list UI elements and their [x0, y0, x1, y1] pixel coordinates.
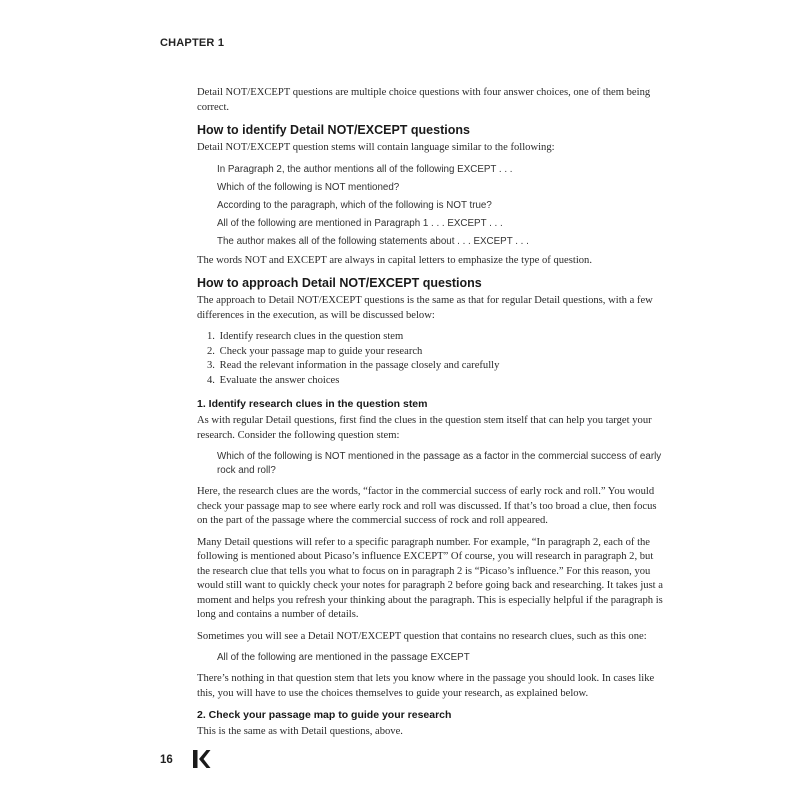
step1-heading: 1. Identify research clues in the question stem — [197, 398, 428, 410]
step-item: 4. Evaluate the answer choices — [207, 374, 340, 386]
step1-paragraph: There’s nothing in that question stem that lets you know where in the passage you should look. In cases like this, you will have to use the choices themselves to guide your research, as explained below. — [197, 673, 655, 699]
step-item: 1. Identify research clues in the question stem — [207, 331, 404, 342]
steps-list — [207, 330, 667, 388]
example-stem: Which of the following is NOT mentioned? — [217, 181, 400, 193]
example-stem: According to the paragraph, which of the following is NOT true? — [217, 199, 492, 211]
example-stem: In Paragraph 2, the author mentions all of the following EXCEPT . . . — [217, 163, 513, 175]
example-question-quote: All of the following are mentioned in the passage EXCEPT — [217, 652, 470, 663]
step1-paragraph: Many Detail questions will refer to a specific paragraph number. For example, “In paragraph 2, each of the following is mentioned about Picaso’s influence EXCEPT” Of course, you will research in paragraph 2, but the research clue that tells you what to focus on in paragraph 2 is “Picaso’s influence.” For this reason, you would still want to quickly check your notes for paragraph 2 before going back and researching. It takes just a moment and helps you refresh your thinking about the paragraph. This is especially helpful if the paragraph is long and contains a number of details. — [197, 536, 663, 620]
page-body — [197, 86, 667, 747]
section-heading-identify: How to identify Detail NOT/EXCEPT questions — [197, 123, 470, 137]
step-item: 3. Read the relevant information in the passage closely and carefully — [207, 360, 500, 371]
example-question-quote: Which of the following is NOT mentioned in the passage as a factor in the commercial success of early rock and roll? — [217, 451, 662, 476]
step1-paragraph: Sometimes you will see a Detail NOT/EXCEPT question that contains no research clues, such as this one: — [197, 630, 647, 642]
example-stems-list — [217, 163, 667, 248]
step1-paragraph: As with regular Detail questions, first find the clues in the question stem itself that can help you target your research. Consider the following question stem: — [197, 415, 652, 441]
example-stem: All of the following are mentioned in Paragraph 1 . . . EXCEPT . . . — [217, 217, 503, 229]
section-heading-approach: How to approach Detail NOT/EXCEPT questions — [197, 276, 482, 290]
section2-lead: The approach to Detail NOT/EXCEPT questions is the same as that for regular Detail questions, with a few differences in the execution, as will be discussed below: — [197, 295, 653, 321]
chapter-label: CHAPTER 1 — [160, 37, 225, 49]
section1-lead: Detail NOT/EXCEPT question stems will contain language similar to the following: — [197, 142, 555, 153]
section1-note: The words NOT and EXCEPT are always in capital letters to emphasize the type of question. — [197, 254, 593, 266]
step1-paragraph: Here, the research clues are the words, “factor in the commercial success of early rock and roll.” You would check your passage map to see where early rock and roll was discussed. If that’s too broad a clue, then focus on the part of the passage where the commercial success of rock and roll appeared. — [197, 486, 657, 526]
step2-paragraph: This is the same as with Detail questions, above. — [197, 726, 403, 737]
example-stem: The author makes all of the following statements about . . . EXCEPT . . . — [217, 235, 529, 247]
kaplan-k-logo-icon — [191, 749, 211, 769]
intro-paragraph: Detail NOT/EXCEPT questions are multiple choice questions with four answer choices, one of them being correct. — [197, 87, 651, 113]
step2-heading: 2. Check your passage map to guide your research — [197, 709, 452, 721]
step-item: 2. Check your passage map to guide your research — [207, 345, 423, 357]
page-number: 16 — [160, 754, 173, 766]
